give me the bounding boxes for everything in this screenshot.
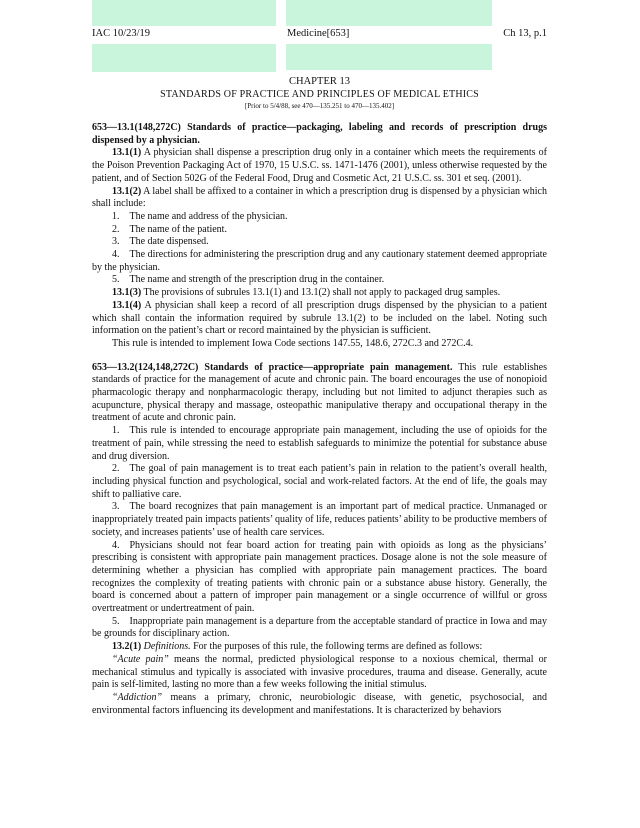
document-body <box>92 122 547 717</box>
subrule-number: 13.2(1) <box>112 641 142 653</box>
header-date: IAC 10/23/19 <box>92 28 151 39</box>
subrule-paragraph <box>92 147 547 185</box>
header-page: Ch 13, p.1 <box>503 28 547 39</box>
highlight-box <box>286 0 492 26</box>
subrule-number: 13.1(4) <box>112 299 142 311</box>
subrule-text: For the purposes of this rule, the following terms are defined as follows: <box>190 641 483 653</box>
list-item: 5. Inappropriate pain management is a departure from the acceptable standard of practice in Iowa and may be grounds for disciplinary action. <box>92 615 547 640</box>
subrule-paragraph <box>92 186 547 211</box>
header-agency: Medicine[653] <box>287 28 350 39</box>
subrule-label: Definitions. <box>143 641 191 653</box>
highlight-box <box>92 0 276 26</box>
implementation-note: This rule is intended to implement Iowa Code sections 147.55, 148.6, 272C.3 and 272C.4. <box>112 337 474 349</box>
chapter-title: STANDARDS OF PRACTICE AND PRINCIPLES OF MEDICAL ETHICS <box>160 89 479 100</box>
rule-heading: 653—13.2(124,148,272C) Standards of practice—appropriate pain management. <box>92 361 453 373</box>
chapter-note: [Prior to 5/4/88, see 470—135.251 to 470—135.402] <box>244 102 395 110</box>
list-item: 3. The date dispensed. <box>112 236 209 248</box>
highlight-box <box>286 44 492 70</box>
list-item: 4. The directions for administering the prescription drug and any cautionary statement deemed appropriate by the physician. <box>92 249 547 273</box>
rule-intro: This rule establishes standards of practice for the management of acute and chronic pain. The board encourages the use of nonopioid pharmacologic therapy and nonpharmacologic therapy, including but not limited to adjunct therapies such as acupuncture, physical therapy and massage, osteopathic manipulative therapy and occupational therapy in the treatment of acute and chronic pain. <box>92 361 547 424</box>
chapter-number: CHAPTER 13 <box>289 76 350 87</box>
rule-paragraph <box>92 362 547 426</box>
subrule-paragraph <box>92 641 547 654</box>
list-item: 1. This rule is intended to encourage appropriate pain management, including the use of opioids for the treatment of pain, while stressing the need to establish safeguards to minimize the potential for substance abuse and drug diversion. <box>92 425 547 462</box>
definition-term: “Acute pain” <box>112 653 169 665</box>
list-item: 2. The name of the patient. <box>112 223 227 235</box>
definition-text: means the normal, predicted physiological response to a noxious chemical, thermal or mechanical stimulus and typically is associated with invasive procedures, trauma and disease. Generally, acute pain is self-limited, lasting no more than a few weeks following the initial stimulus. <box>92 653 547 691</box>
definition-text: means a primary, chronic, neurobiologic disease, with genetic, psychosocial, and environmental factors influencing its development and manifestations. It is characterized by behaviors <box>92 691 547 716</box>
rule-heading: 653—13.1(148,272C) Standards of practice—packaging, labeling and records of prescription drugs dispensed by a physician. <box>92 122 547 146</box>
subrule-text: A physician shall keep a record of all prescription drugs dispensed by the physician to a patient which shall contain the information required by subrule 13.1(2) to be included on the label. Noting such information on the patient’s chart or record maintained by the physician is sufficient. <box>92 299 547 337</box>
subrule-paragraph <box>92 300 547 338</box>
subrule-number: 13.1(3) <box>112 287 142 299</box>
list-item: 2. The goal of pain management is to treat each patient’s pain in relation to the patient’s overall health, including physical function and psychological, social and work-related factors. At the end of life, the goals may shift to palliative care. <box>92 463 547 500</box>
definition-paragraph <box>92 692 547 717</box>
highlight-box <box>92 44 276 72</box>
subrule-number: 13.1(2) <box>112 185 142 197</box>
list-item: 3. The board recognizes that pain management is an important part of medical practice. Unmanaged or inappropriately treated pain impacts patients’ quality of life, reduces patients’ ability to be productive members of society, and increases patients’ use of health care services. <box>92 501 547 538</box>
page-header <box>92 28 547 42</box>
subrule-text: The provisions of subrules 13.1(1) and 13.1(2) shall not apply to packaged drug samples. <box>141 287 501 299</box>
subrule-number: 13.1(1) <box>112 147 142 159</box>
chapter-heading <box>92 75 547 111</box>
definition-paragraph <box>92 654 547 692</box>
subrule-text: A physician shall dispense a prescription drug only in a container which meets the requirements of the Poison Prevention Packaging Act of 1970, 15 U.S.C. ss. 1471-1476 (2001), unless otherwise requested by the patient, and of Section 502G of the Federal Food, Drug and Cosmetic Act, 21 U.S.C. ss. 301 et seq. (2001). <box>92 147 547 184</box>
list-item: 4. Physicians should not fear board action for treating pain with opioids as long as the physicians’ prescribing is consistent with appropriate pain management practices. Dosage alone is not the sole measure of determining whether a physician has complied with appropriate pain management practices. The board recognizes the complexity of treating patients with chronic pain or a substance abuse history. Generally, the board is concerned about a pattern of improper pain management or a single occurrence of willful or gross overtreatment or undertreatment of pain. <box>92 539 547 615</box>
definition-term: “Addiction” <box>112 691 163 703</box>
list-item: 1. The name and address of the physician. <box>112 210 288 222</box>
subrule-text: A label shall be affixed to a container in which a prescription drug is dispensed by a physician which shall include: <box>92 185 547 210</box>
list-item: 5. The name and strength of the prescription drug in the container. <box>112 274 385 286</box>
subrule-paragraph <box>92 287 547 300</box>
